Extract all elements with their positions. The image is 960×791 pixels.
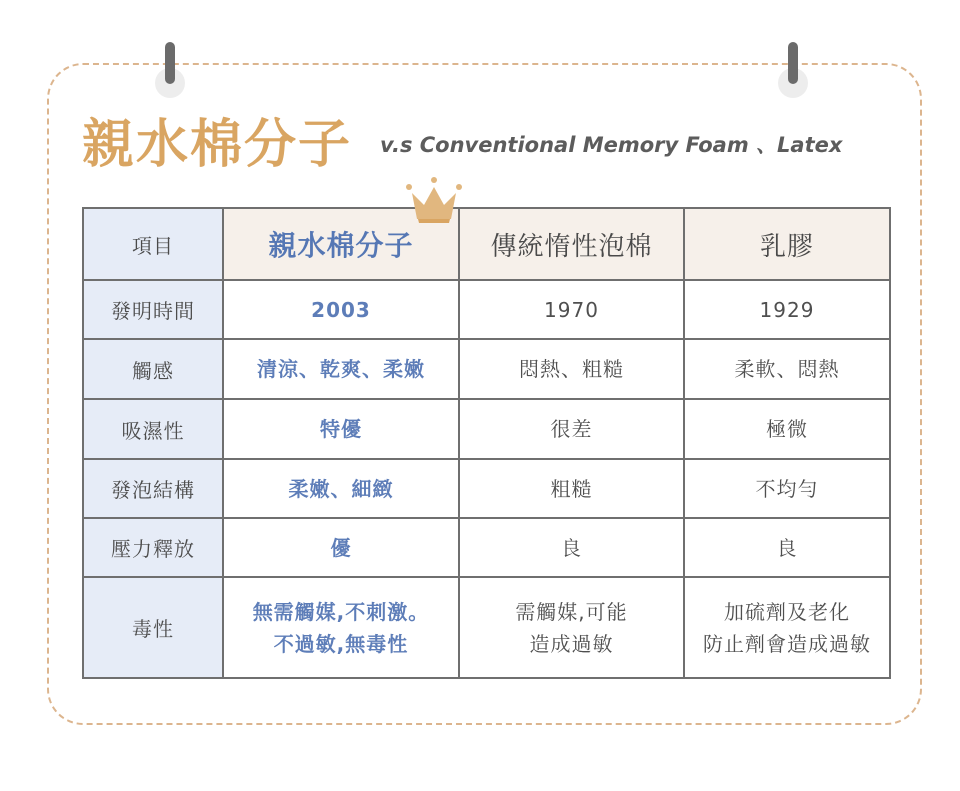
right-hook-icon — [788, 42, 798, 84]
cell-text: 清涼、乾爽、柔嫩 — [257, 357, 425, 381]
table-cell — [684, 577, 890, 678]
header-memory-foam: 傳統惰性泡棉 — [459, 208, 684, 280]
table-cell — [459, 577, 684, 678]
table-row — [83, 459, 890, 518]
table-cell — [459, 280, 684, 339]
comparison-table — [82, 207, 891, 679]
left-hook-icon — [165, 42, 175, 84]
cell-text: 不過敏,無毒性 — [273, 631, 409, 656]
page-subtitle: v.s Conventional Memory Foam 、Latex — [380, 133, 843, 157]
table-row — [83, 280, 890, 339]
table-header-row — [83, 208, 890, 280]
page-title: 親水棉分子 — [82, 114, 353, 175]
cell-text: 需觸媒,可能 — [515, 599, 628, 624]
cell-text: 良 — [776, 535, 798, 560]
cell-text: 粗糙 — [550, 476, 593, 501]
table-cell — [223, 577, 459, 678]
table-cell — [684, 399, 890, 459]
table-cell — [684, 280, 890, 339]
row-label: 壓力釋放 — [83, 518, 223, 577]
table-row — [83, 339, 890, 399]
row-label: 發明時間 — [83, 280, 223, 339]
cell-text: 良 — [561, 535, 582, 560]
table-cell — [223, 339, 459, 399]
table-cell — [459, 518, 684, 577]
table-cell — [459, 459, 684, 518]
row-label: 吸濕性 — [83, 399, 223, 459]
table-row — [83, 399, 890, 459]
cell-text: 悶熱、粗糙 — [519, 357, 624, 381]
cell-text: 1970 — [544, 297, 599, 322]
row-label: 毒性 — [83, 577, 223, 678]
cell-text: 不均勻 — [755, 476, 819, 501]
table-cell — [223, 399, 459, 459]
table-cell — [459, 399, 684, 459]
title-row — [82, 110, 902, 180]
table-cell — [223, 518, 459, 577]
cell-text: 優 — [330, 535, 352, 560]
header-latex: 乳膠 — [684, 208, 890, 280]
table-cell — [684, 518, 890, 577]
row-label: 觸感 — [83, 339, 223, 399]
cell-text: 加硫劑及老化 — [724, 599, 850, 624]
header-item: 項目 — [83, 208, 223, 280]
cell-text: 無需觸媒,不刺激。 — [252, 599, 430, 624]
header-hydrophilic: 親水棉分子 — [223, 208, 459, 280]
crown-icon — [402, 175, 466, 227]
cell-text: 防止劑會造成過敏 — [703, 631, 871, 656]
cell-text: 柔軟、悶熱 — [734, 357, 840, 381]
table-cell — [223, 459, 459, 518]
cell-text: 特優 — [320, 417, 362, 441]
row-label: 發泡結構 — [83, 459, 223, 518]
table-cell — [223, 280, 459, 339]
cell-text: 1929 — [759, 297, 815, 322]
cell-text: 柔嫩、細緻 — [288, 476, 394, 501]
table-row — [83, 518, 890, 577]
table-cell — [684, 459, 890, 518]
cell-text: 造成過敏 — [529, 631, 614, 656]
cell-text: 2003 — [311, 297, 371, 322]
cell-text: 很差 — [550, 417, 593, 441]
table-cell — [684, 339, 890, 399]
table-row — [83, 577, 890, 678]
cell-text: 極微 — [766, 417, 808, 441]
table-cell — [459, 339, 684, 399]
